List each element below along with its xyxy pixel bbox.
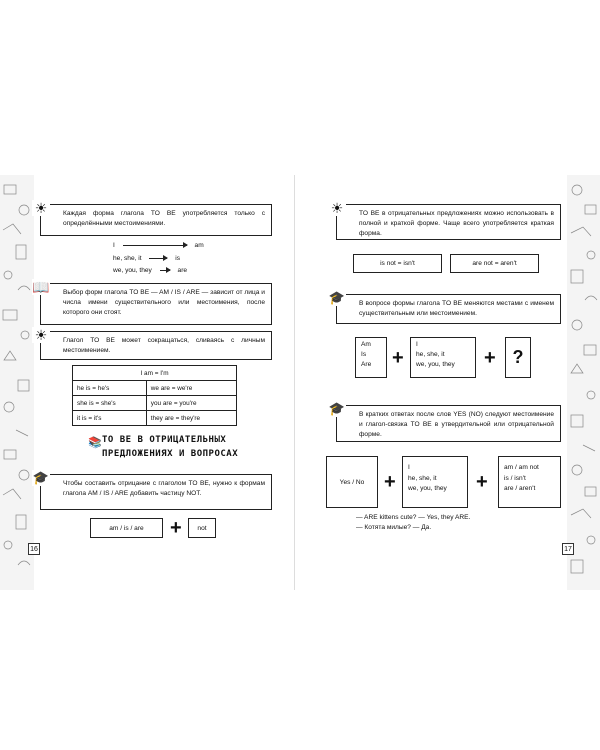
note-question-order (328, 290, 561, 324)
graduation-cap-icon: 🎓 (328, 290, 346, 305)
graduation-cap-icon: 🎓 (32, 470, 50, 485)
note-text: Каждая форма глагола TO BE употребляется только с определёнными местоимениями. (63, 210, 265, 227)
note-text: В вопросе формы глагола TO BE меняются местами с именем существительным или местоимением. (359, 300, 554, 317)
plus-icon: + (476, 471, 488, 493)
table-cell: we are = we're (146, 381, 236, 396)
doodle-pattern (567, 175, 600, 590)
arrow-icon (123, 245, 187, 246)
note-form-choice (32, 279, 272, 325)
pronoun-i: I (408, 464, 410, 471)
pronoun-i: I (113, 242, 115, 249)
plus-icon: + (170, 517, 182, 539)
formula-verbs: am / is / are (90, 518, 163, 538)
note-negative-forms (330, 200, 561, 240)
plus-icon: + (484, 347, 496, 369)
table-row (73, 396, 237, 411)
pronoun-he-she-it: he, she, it (408, 474, 437, 482)
pronoun-we-you-they: we, you, they (113, 267, 152, 274)
table-row (73, 411, 237, 426)
verb-is: Is (361, 351, 367, 359)
verb-am-am-not: am / am not (504, 464, 539, 471)
question-verbs-box (355, 337, 387, 378)
note-text: Глагол TO BE может сокращаться, сливаясь с личным местоимением. (63, 337, 265, 354)
pronoun-we-you-they: we, you, they (408, 485, 447, 493)
verb-are-arent: are / aren't (504, 485, 536, 493)
lightbulb-icon: ☀ (328, 200, 346, 216)
table-row (73, 381, 237, 396)
note-short-answers (328, 401, 561, 442)
question-pronouns-box (410, 337, 476, 378)
note-negation (32, 470, 272, 510)
arrow-icon (149, 258, 167, 259)
doodle-pattern (0, 175, 34, 590)
lightbulb-icon: ☀ (32, 200, 50, 216)
pronoun-map-row (113, 267, 187, 274)
left-doodle-margin (0, 175, 34, 590)
table-cell: he is = he's (73, 381, 147, 396)
arrow-icon (160, 270, 170, 271)
example-english: — ARE kittens cute? — Yes, they ARE. (356, 514, 471, 521)
verb-are: Are (361, 361, 372, 369)
short-form-arent: are not = aren't (450, 254, 539, 273)
page-number-right: 17 (562, 543, 574, 555)
plus-icon: + (392, 347, 404, 369)
formula-not: not (188, 518, 216, 538)
answer-pronouns-box (402, 456, 468, 508)
plus-icon: + (384, 471, 396, 493)
short-form-isnt: is not = isn't (353, 254, 442, 273)
answer-yes-no-box: Yes / No (326, 456, 378, 508)
question-mark-box: ? (505, 337, 531, 378)
contraction-table (72, 365, 237, 426)
lightbulb-icon: ☀ (32, 327, 50, 343)
table-cell: it is = it's (73, 411, 147, 426)
pronoun-he-she-it: he, she, it (416, 351, 445, 359)
note-text: Чтобы составить отрицание с глаголом TO BE, нужно к формам глагола AM / IS / ARE добавить частицу NOT. (63, 480, 265, 497)
table-cell: you are = you're (146, 396, 236, 411)
verb-am: Am (361, 341, 371, 348)
verb-are: are (177, 267, 188, 274)
table-header: I am = I'm (73, 366, 237, 381)
note-text: TO BE в отрицательных предложениях можно использовать в полной и краткой форме. Чаще всего употребляется краткая форма. (359, 210, 554, 237)
note-contraction (34, 327, 272, 360)
note-forms-pronouns (34, 200, 272, 236)
pronoun-map-row (113, 242, 204, 249)
examples (356, 513, 470, 533)
verb-is: is (175, 255, 181, 262)
table-cell: they are = they're (146, 411, 236, 426)
pronoun-i: I (416, 341, 418, 348)
book-icon: 📚 (88, 437, 102, 449)
verb-am: am (194, 242, 204, 249)
right-doodle-margin (567, 175, 600, 590)
note-text: Выбор форм глагола TO BE — AM / IS / ARE — зависит от лица и числа имени существительного или местоимения, после которого они стоят. (63, 289, 265, 316)
book-icon: 📖 (32, 279, 50, 295)
note-text: В кратких ответах после слов YES (NO) следуют местоимение и глагол-связка TO BE в утвердительной или отрицательной форме. (359, 411, 554, 438)
answer-verbs-box (498, 456, 561, 508)
pronoun-he-she-it: he, she, it (113, 255, 142, 262)
graduation-cap-icon: 🎓 (328, 401, 346, 416)
pronoun-map-row (113, 255, 180, 262)
section-heading: TO BE В ОТРИЦАТЕЛЬНЫХ ПРЕДЛОЖЕНИЯХ И ВОПРОСАХ (102, 435, 239, 459)
table-cell: she is = she's (73, 396, 147, 411)
page-number-left: 16 (28, 543, 40, 555)
verb-is-isnt: is / isn't (504, 474, 526, 482)
pronoun-we-you-they: we, you, they (416, 361, 455, 369)
example-russian: — Котята милые? — Да. (356, 524, 432, 532)
